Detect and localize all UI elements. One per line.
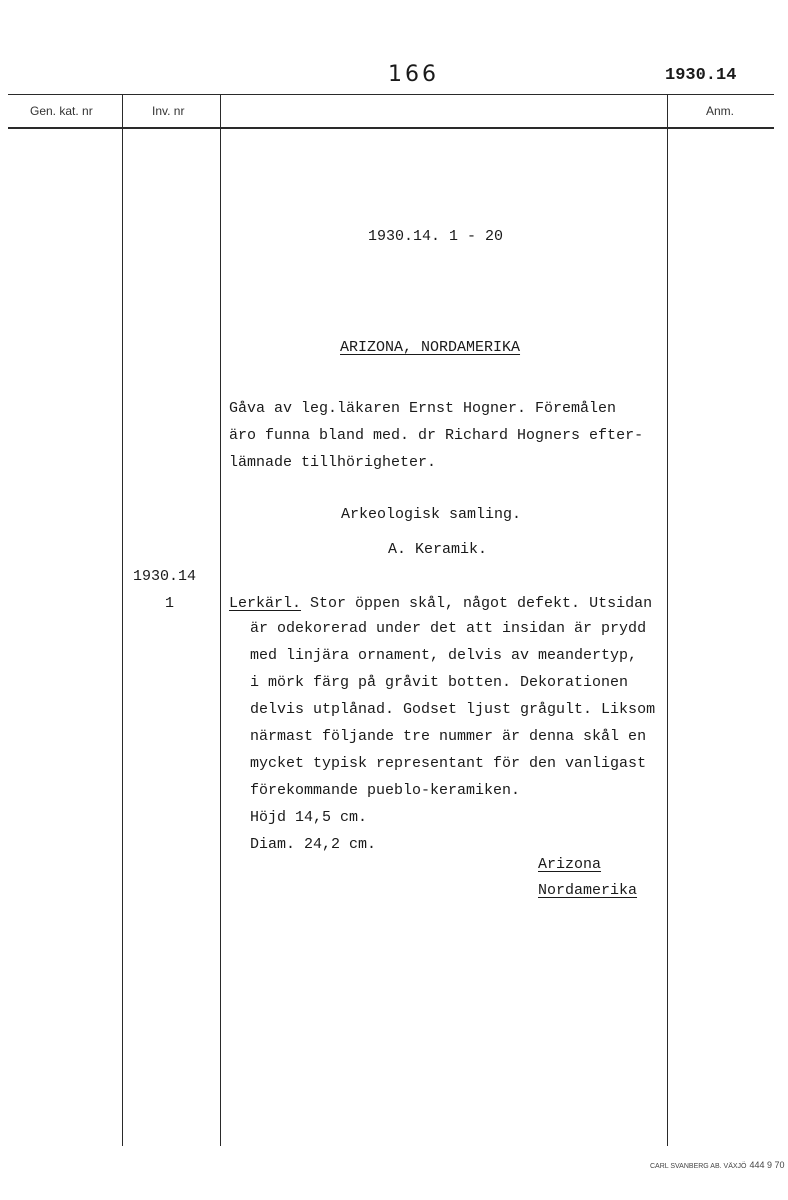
column-divider-3 bbox=[667, 94, 668, 1146]
collection-heading: Arkeologisk samling. bbox=[341, 506, 522, 523]
entry-range: 1930.14. 1 - 20 bbox=[368, 228, 504, 245]
column-header-anm: Anm. bbox=[706, 104, 735, 118]
description-first-line bbox=[229, 596, 652, 611]
series-number: 1930.14 bbox=[665, 66, 737, 85]
gift-line: lämnade tillhörigheter. bbox=[229, 454, 437, 471]
description-line: i mörk färg på gråvit botten. Dekorationen bbox=[250, 674, 629, 691]
object-name: Lerkärl. bbox=[229, 595, 302, 612]
column-divider-2 bbox=[220, 94, 221, 1146]
description-line: delvis utplånad. Godset ljust grågult. Liksom bbox=[250, 701, 656, 718]
description-line: är odekorerad under det att insidan är prydd bbox=[250, 620, 647, 637]
diameter-measure: Diam. 24,2 cm. bbox=[250, 836, 377, 853]
printer-footer: CARL SVANBERG AB. VÄXJÖ 444 9 70 bbox=[650, 1160, 785, 1170]
column-header-inv: Inv. nr bbox=[152, 104, 185, 118]
location-state: Arizona bbox=[538, 856, 602, 873]
description-line: mycket typisk representant för den vanligast bbox=[250, 755, 647, 772]
column-divider-1 bbox=[122, 94, 123, 1146]
page-number: 166 bbox=[388, 62, 439, 87]
description-text: Stor öppen skål, något defekt. Utsidan bbox=[301, 595, 653, 612]
height-measure: Höjd 14,5 cm. bbox=[250, 809, 368, 826]
column-header-gen-kat: Gen. kat. nr bbox=[30, 104, 93, 118]
description-line: med linjära ornament, delvis av meandertyp, bbox=[250, 647, 638, 664]
location-country: Nordamerika bbox=[538, 882, 638, 899]
inv-number: 1930.14 bbox=[133, 568, 197, 585]
description-line: förekommande pueblo-keramiken. bbox=[250, 782, 521, 799]
item-number: 1 bbox=[165, 595, 175, 612]
gift-line: Gåva av leg.läkaren Ernst Hogner. Föremålen bbox=[229, 400, 617, 417]
description-line: närmast följande tre nummer är denna skål en bbox=[250, 728, 647, 745]
subsection-heading: A. Keramik. bbox=[388, 541, 488, 558]
place-heading: ARIZONA, NORDAMERIKA bbox=[340, 339, 521, 356]
gift-line: äro funna bland med. dr Richard Hogners efter- bbox=[229, 427, 644, 444]
